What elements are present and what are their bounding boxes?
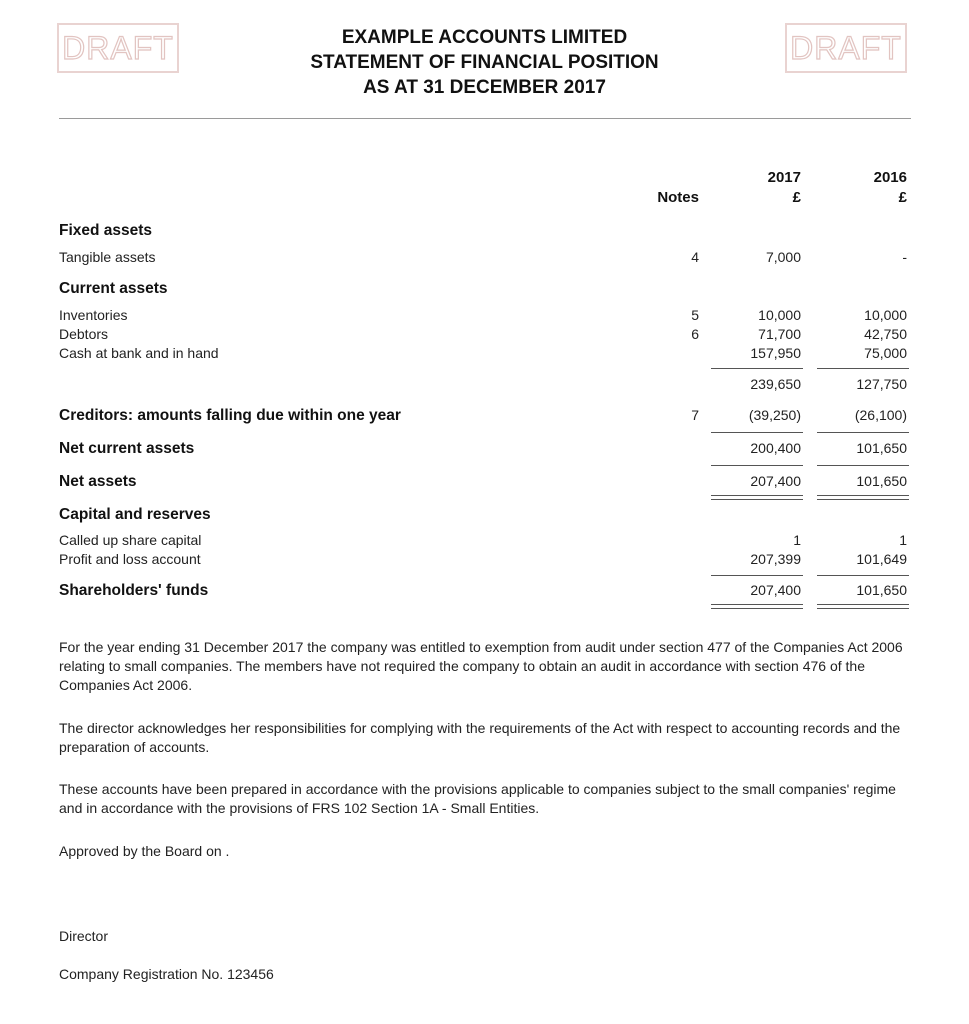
cash-label: Cash at bank and in hand bbox=[59, 345, 219, 361]
share-capital-2016: 1 bbox=[899, 532, 907, 548]
capital-reserves-heading: Capital and reserves bbox=[59, 506, 211, 523]
company-name: EXAMPLE ACCOUNTS LIMITED bbox=[341, 27, 628, 48]
net-current-assets-2016: 101,650 bbox=[856, 440, 907, 456]
net-current-line-2016 bbox=[817, 465, 909, 466]
shareholders-double-line-2016 bbox=[817, 604, 909, 609]
shareholders-funds-2016: 101,650 bbox=[856, 582, 907, 598]
net-assets-double-line-2016 bbox=[817, 495, 909, 500]
inventories-2016: 10,000 bbox=[864, 307, 907, 323]
share-capital-2017: 1 bbox=[793, 532, 801, 548]
inventories-note: 5 bbox=[691, 307, 699, 323]
net-assets-heading: Net assets bbox=[59, 473, 137, 490]
audit-exemption-paragraph: For the year ending 31 December 2017 the company was entitled to exemption from audit under section 477 of the Companies Act 2006 relating to small companies. The members have not required the company to obtain an audit in accordance with section 476 of the Companies Act 2006. bbox=[59, 639, 903, 693]
shareholders-funds-heading: Shareholders' funds bbox=[59, 582, 209, 599]
creditors-line-2017 bbox=[711, 432, 803, 433]
director-responsibility-paragraph: The director acknowledges her responsibilities for complying with the requirements of the Act with respect to accounting records and the preparation of accounts. bbox=[59, 720, 901, 755]
tangible-assets-2017: 7,000 bbox=[765, 249, 801, 265]
tangible-assets-label: Tangible assets bbox=[59, 249, 156, 265]
year-2016-header: 2016 bbox=[873, 169, 907, 186]
subtotal-line-2016 bbox=[817, 368, 909, 369]
debtors-2016: 42,750 bbox=[864, 326, 907, 342]
creditors-heading: Creditors: amounts falling due within one year bbox=[59, 407, 401, 424]
company-registration-number: Company Registration No. 123456 bbox=[59, 966, 274, 982]
draft-watermark-right: DRAFT bbox=[785, 23, 907, 73]
profit-loss-2017: 207,399 bbox=[750, 551, 801, 567]
net-assets-double-line-2017 bbox=[711, 495, 803, 500]
net-assets-2017: 207,400 bbox=[750, 473, 801, 489]
debtors-note: 6 bbox=[691, 326, 699, 342]
draft-watermark-left: DRAFT bbox=[57, 23, 179, 73]
statement-date: AS AT 31 DECEMBER 2017 bbox=[363, 77, 606, 98]
board-approval-text: Approved by the Board on . bbox=[59, 843, 230, 859]
notes-column-header: Notes bbox=[657, 189, 699, 206]
director-signature-label: Director bbox=[59, 928, 109, 944]
profit-loss-label: Profit and loss account bbox=[59, 551, 201, 567]
net-current-line-2017 bbox=[711, 465, 803, 466]
reserves-line-2016 bbox=[817, 575, 909, 576]
year-2017-header: 2017 bbox=[767, 169, 801, 186]
current-assets-heading: Current assets bbox=[59, 280, 168, 297]
shareholders-double-line-2017 bbox=[711, 604, 803, 609]
net-current-assets-2017: 200,400 bbox=[750, 440, 801, 456]
subtotal-line-2017 bbox=[711, 368, 803, 369]
cash-2016: 75,000 bbox=[864, 345, 907, 361]
debtors-2017: 71,700 bbox=[758, 326, 801, 342]
inventories-label: Inventories bbox=[59, 307, 128, 323]
net-current-assets-heading: Net current assets bbox=[59, 440, 195, 457]
creditors-2016: (26,100) bbox=[854, 407, 907, 423]
reserves-line-2017 bbox=[711, 575, 803, 576]
fixed-assets-heading: Fixed assets bbox=[59, 222, 153, 239]
creditors-2017: (39,250) bbox=[748, 407, 801, 423]
profit-loss-2016: 101,649 bbox=[856, 551, 907, 567]
tangible-assets-2016: - bbox=[902, 249, 907, 265]
header-divider bbox=[59, 118, 911, 119]
debtors-label: Debtors bbox=[59, 326, 109, 342]
creditors-note: 7 bbox=[691, 407, 699, 423]
inventories-2017: 10,000 bbox=[758, 307, 801, 323]
currency-2017-header: £ bbox=[792, 189, 801, 206]
preparation-basis-paragraph: These accounts have been prepared in accordance with the provisions applicable to companies subject to the small companies' regime and in accordance with the provisions of FRS 102 Section 1A - Small Entities. bbox=[59, 781, 896, 816]
share-capital-label: Called up share capital bbox=[59, 532, 202, 548]
shareholders-funds-2017: 207,400 bbox=[750, 582, 801, 598]
current-assets-total-2016: 127,750 bbox=[856, 376, 907, 392]
tangible-assets-note: 4 bbox=[691, 249, 699, 265]
creditors-line-2016 bbox=[817, 432, 909, 433]
statement-title: STATEMENT OF FINANCIAL POSITION bbox=[310, 52, 659, 73]
cash-2017: 157,950 bbox=[750, 345, 801, 361]
net-assets-2016: 101,650 bbox=[856, 473, 907, 489]
current-assets-total-2017: 239,650 bbox=[750, 376, 801, 392]
currency-2016-header: £ bbox=[898, 189, 907, 206]
